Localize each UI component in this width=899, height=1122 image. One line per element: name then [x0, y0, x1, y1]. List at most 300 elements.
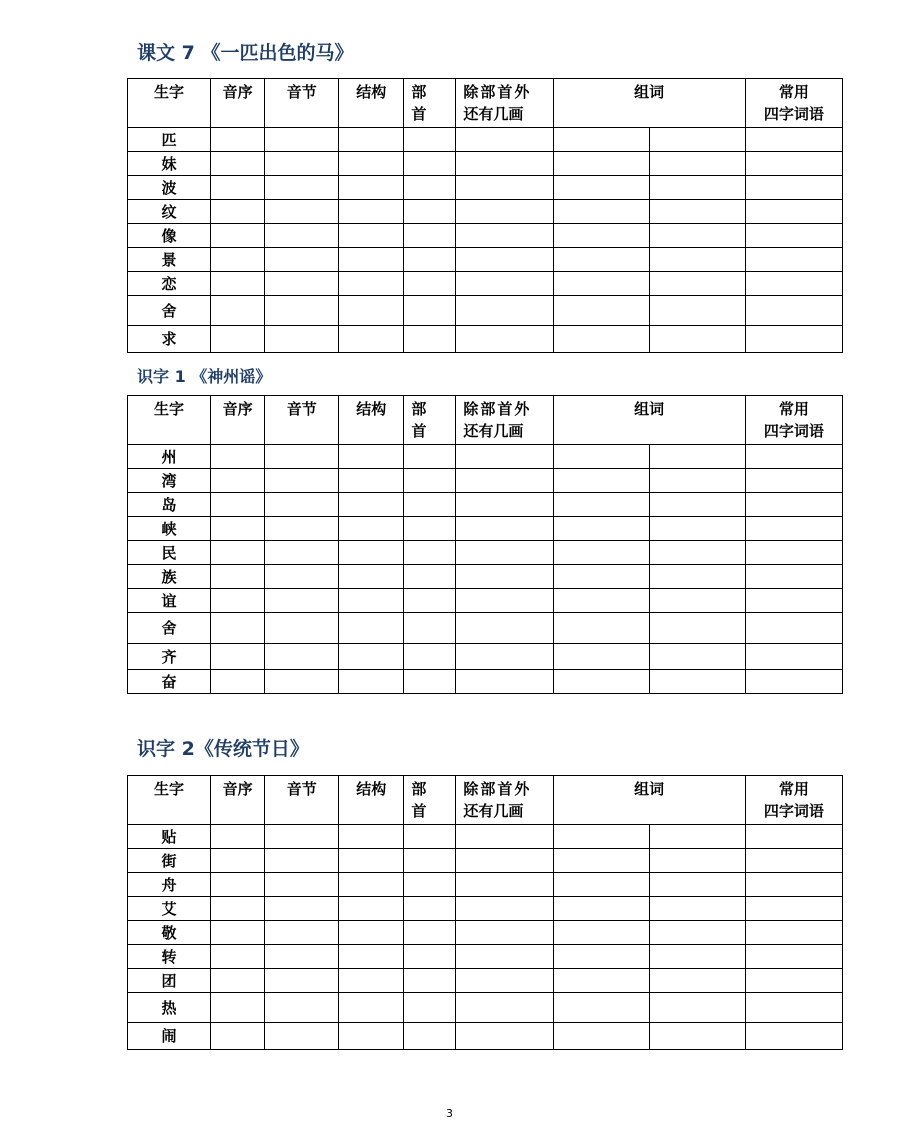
cell-word-2[interactable]	[649, 670, 745, 694]
header-radical-line1: 部	[411, 83, 427, 101]
cell-order[interactable]	[211, 969, 265, 993]
cell-syllable[interactable]	[265, 589, 339, 613]
cell-word-1[interactable]	[553, 224, 649, 248]
cell-idiom[interactable]	[745, 644, 842, 670]
cell-strokes[interactable]	[456, 541, 553, 565]
cell-structure[interactable]	[339, 326, 404, 353]
cell-word-1[interactable]	[553, 176, 649, 200]
cell-order[interactable]	[211, 670, 265, 694]
cell-radical[interactable]	[404, 613, 456, 644]
cell-order[interactable]	[211, 1023, 265, 1050]
cell-word-2[interactable]	[649, 272, 745, 296]
cell-strokes[interactable]	[456, 613, 553, 644]
header-syllable: 音节	[265, 396, 339, 445]
cell-idiom[interactable]	[745, 517, 842, 541]
cell-structure[interactable]	[339, 200, 404, 224]
cell-idiom[interactable]	[745, 200, 842, 224]
cell-strokes[interactable]	[456, 670, 553, 694]
cell-syllable[interactable]	[265, 565, 339, 589]
cell-idiom[interactable]	[745, 445, 842, 469]
cell-syllable[interactable]	[265, 644, 339, 670]
cell-radical[interactable]	[404, 921, 456, 945]
cell-strokes[interactable]	[456, 272, 553, 296]
cell-order[interactable]	[211, 176, 265, 200]
cell-structure[interactable]	[339, 613, 404, 644]
cell-radical[interactable]	[404, 326, 456, 353]
cell-idiom[interactable]	[745, 128, 842, 152]
cell-radical[interactable]	[404, 873, 456, 897]
cell-word-2[interactable]	[649, 897, 745, 921]
header-radical-line2: 首	[411, 105, 427, 123]
cell-structure[interactable]	[339, 445, 404, 469]
cell-order[interactable]	[211, 224, 265, 248]
cell-word-2[interactable]	[649, 921, 745, 945]
cell-word-1[interactable]	[553, 945, 649, 969]
cell-word-2[interactable]	[649, 296, 745, 326]
header-strokes-line1: 除部首外	[463, 780, 532, 798]
header-words: 组词	[553, 776, 745, 825]
char-cell: 贴	[128, 825, 211, 849]
cell-idiom[interactable]	[745, 469, 842, 493]
cell-word-1[interactable]	[553, 272, 649, 296]
cell-word-1[interactable]	[553, 152, 649, 176]
cell-syllable[interactable]	[265, 873, 339, 897]
cell-structure[interactable]	[339, 873, 404, 897]
cell-order[interactable]	[211, 565, 265, 589]
cell-structure[interactable]	[339, 224, 404, 248]
header-radical-line1: 部	[411, 780, 427, 798]
cell-word-1[interactable]	[553, 128, 649, 152]
cell-word-1[interactable]	[553, 248, 649, 272]
cell-radical[interactable]	[404, 296, 456, 326]
cell-syllable[interactable]	[265, 176, 339, 200]
cell-word-2[interactable]	[649, 565, 745, 589]
cell-word-2[interactable]	[649, 541, 745, 565]
cell-radical[interactable]	[404, 176, 456, 200]
cell-syllable[interactable]	[265, 849, 339, 873]
header-radical-line2: 首	[411, 422, 427, 440]
table-row	[128, 541, 843, 565]
table-row	[128, 993, 843, 1023]
cell-order[interactable]	[211, 128, 265, 152]
cell-idiom[interactable]	[745, 272, 842, 296]
cell-word-2[interactable]	[649, 200, 745, 224]
cell-structure[interactable]	[339, 969, 404, 993]
cell-strokes[interactable]	[456, 517, 553, 541]
cell-radical[interactable]	[404, 849, 456, 873]
cell-syllable[interactable]	[265, 272, 339, 296]
cell-order[interactable]	[211, 200, 265, 224]
cell-word-2[interactable]	[649, 517, 745, 541]
cell-idiom[interactable]	[745, 849, 842, 873]
header-order: 音序	[211, 79, 265, 128]
char-cell: 舟	[128, 873, 211, 897]
char-cell: 湾	[128, 469, 211, 493]
cell-strokes[interactable]	[456, 873, 553, 897]
header-idioms-line2: 四字词语	[763, 802, 824, 820]
cell-radical[interactable]	[404, 272, 456, 296]
cell-order[interactable]	[211, 993, 265, 1023]
cell-word-1[interactable]	[553, 493, 649, 517]
cell-syllable[interactable]	[265, 200, 339, 224]
char-cell: 敬	[128, 921, 211, 945]
cell-word-2[interactable]	[649, 825, 745, 849]
cell-syllable[interactable]	[265, 993, 339, 1023]
header-words: 组词	[553, 396, 745, 445]
cell-idiom[interactable]	[745, 993, 842, 1023]
table-row	[128, 670, 843, 694]
cell-idiom[interactable]	[745, 493, 842, 517]
cell-idiom[interactable]	[745, 1023, 842, 1050]
cell-structure[interactable]	[339, 565, 404, 589]
cell-word-1[interactable]	[553, 921, 649, 945]
table-row	[128, 445, 843, 469]
cell-syllable[interactable]	[265, 493, 339, 517]
char-cell: 州	[128, 445, 211, 469]
cell-word-1[interactable]	[553, 200, 649, 224]
cell-radical[interactable]	[404, 1023, 456, 1050]
cell-word-2[interactable]	[649, 849, 745, 873]
cell-idiom[interactable]	[745, 248, 842, 272]
cell-idiom[interactable]	[745, 613, 842, 644]
char-cell: 转	[128, 945, 211, 969]
cell-order[interactable]	[211, 326, 265, 353]
char-cell: 奋	[128, 670, 211, 694]
cell-radical[interactable]	[404, 517, 456, 541]
char-cell: 景	[128, 248, 211, 272]
char-cell: 热	[128, 993, 211, 1023]
section-title: 识字 1 《神州谣》	[137, 367, 272, 386]
cell-order[interactable]	[211, 921, 265, 945]
char-cell: 齐	[128, 644, 211, 670]
cell-strokes[interactable]	[456, 296, 553, 326]
cell-idiom[interactable]	[745, 296, 842, 326]
cell-idiom[interactable]	[745, 969, 842, 993]
header-idioms-line1: 常用	[778, 780, 809, 798]
cell-structure[interactable]	[339, 541, 404, 565]
header-char: 生字	[128, 776, 211, 825]
cell-word-2[interactable]	[649, 469, 745, 493]
table-row	[128, 849, 843, 873]
cell-word-2[interactable]	[649, 644, 745, 670]
cell-radical[interactable]	[404, 565, 456, 589]
cell-radical[interactable]	[404, 644, 456, 670]
cell-strokes[interactable]	[456, 825, 553, 849]
cell-strokes[interactable]	[456, 969, 553, 993]
cell-radical[interactable]	[404, 152, 456, 176]
header-idioms	[745, 776, 842, 825]
cell-radical[interactable]	[404, 493, 456, 517]
cell-radical[interactable]	[404, 541, 456, 565]
cell-word-1[interactable]	[553, 517, 649, 541]
cell-word-1[interactable]	[553, 1023, 649, 1050]
cell-order[interactable]	[211, 248, 265, 272]
cell-order[interactable]	[211, 613, 265, 644]
cell-syllable[interactable]	[265, 152, 339, 176]
header-strokes-line1: 除部首外	[463, 83, 532, 101]
cell-idiom[interactable]	[745, 541, 842, 565]
table-row	[128, 326, 843, 353]
cell-syllable[interactable]	[265, 248, 339, 272]
cell-syllable[interactable]	[265, 613, 339, 644]
cell-structure[interactable]	[339, 644, 404, 670]
table-row	[128, 897, 843, 921]
cell-strokes[interactable]	[456, 644, 553, 670]
cell-idiom[interactable]	[745, 589, 842, 613]
cell-idiom[interactable]	[745, 565, 842, 589]
cell-order[interactable]	[211, 644, 265, 670]
char-cell: 波	[128, 176, 211, 200]
char-cell: 妹	[128, 152, 211, 176]
cell-idiom[interactable]	[745, 825, 842, 849]
cell-order[interactable]	[211, 517, 265, 541]
cell-strokes[interactable]	[456, 897, 553, 921]
cell-word-1[interactable]	[553, 873, 649, 897]
table-row	[128, 296, 843, 326]
cell-order[interactable]	[211, 897, 265, 921]
header-strokes	[456, 776, 553, 825]
table-row	[128, 200, 843, 224]
cell-structure[interactable]	[339, 493, 404, 517]
header-char: 生字	[128, 79, 211, 128]
cell-structure[interactable]	[339, 248, 404, 272]
char-cell: 族	[128, 565, 211, 589]
char-cell: 像	[128, 224, 211, 248]
cell-syllable[interactable]	[265, 670, 339, 694]
cell-structure[interactable]	[339, 176, 404, 200]
cell-structure[interactable]	[339, 469, 404, 493]
table-row	[128, 128, 843, 152]
cell-order[interactable]	[211, 945, 265, 969]
cell-word-2[interactable]	[649, 613, 745, 644]
table-row	[128, 176, 843, 200]
cell-syllable[interactable]	[265, 224, 339, 248]
cell-structure[interactable]	[339, 945, 404, 969]
cell-idiom[interactable]	[745, 224, 842, 248]
cell-strokes[interactable]	[456, 326, 553, 353]
cell-word-2[interactable]	[649, 326, 745, 353]
cell-strokes[interactable]	[456, 152, 553, 176]
cell-strokes[interactable]	[456, 224, 553, 248]
header-idioms-line1: 常用	[778, 400, 809, 418]
header-syllable: 音节	[265, 776, 339, 825]
cell-syllable[interactable]	[265, 326, 339, 353]
cell-word-1[interactable]	[553, 825, 649, 849]
cell-word-2[interactable]	[649, 589, 745, 613]
header-strokes-line2: 还有几画	[463, 802, 524, 820]
cell-word-2[interactable]	[649, 224, 745, 248]
cell-order[interactable]	[211, 445, 265, 469]
cell-structure[interactable]	[339, 128, 404, 152]
cell-syllable[interactable]	[265, 445, 339, 469]
table-row	[128, 589, 843, 613]
cell-word-1[interactable]	[553, 589, 649, 613]
cell-word-2[interactable]	[649, 1023, 745, 1050]
cell-word-2[interactable]	[649, 248, 745, 272]
cell-order[interactable]	[211, 589, 265, 613]
cell-idiom[interactable]	[745, 945, 842, 969]
cell-idiom[interactable]	[745, 176, 842, 200]
cell-strokes[interactable]	[456, 945, 553, 969]
cell-structure[interactable]	[339, 152, 404, 176]
table-row	[128, 644, 843, 670]
char-cell: 闹	[128, 1023, 211, 1050]
cell-word-1[interactable]	[553, 969, 649, 993]
cell-structure[interactable]	[339, 272, 404, 296]
cell-structure[interactable]	[339, 897, 404, 921]
char-cell: 峡	[128, 517, 211, 541]
cell-structure[interactable]	[339, 825, 404, 849]
table-row	[128, 469, 843, 493]
cell-word-1[interactable]	[553, 469, 649, 493]
cell-syllable[interactable]	[265, 469, 339, 493]
cell-syllable[interactable]	[265, 296, 339, 326]
header-radical	[404, 79, 456, 128]
cell-word-1[interactable]	[553, 445, 649, 469]
cell-order[interactable]	[211, 541, 265, 565]
cell-word-2[interactable]	[649, 128, 745, 152]
header-idioms	[745, 79, 842, 128]
cell-order[interactable]	[211, 152, 265, 176]
cell-radical[interactable]	[404, 200, 456, 224]
cell-order[interactable]	[211, 469, 265, 493]
cell-word-1[interactable]	[553, 644, 649, 670]
cell-order[interactable]	[211, 825, 265, 849]
cell-radical[interactable]	[404, 825, 456, 849]
cell-syllable[interactable]	[265, 541, 339, 565]
cell-strokes[interactable]	[456, 200, 553, 224]
cell-syllable[interactable]	[265, 921, 339, 945]
header-idioms	[745, 396, 842, 445]
table-row	[128, 825, 843, 849]
cell-radical[interactable]	[404, 969, 456, 993]
cell-idiom[interactable]	[745, 152, 842, 176]
cell-structure[interactable]	[339, 589, 404, 613]
char-cell: 匹	[128, 128, 211, 152]
cell-radical[interactable]	[404, 945, 456, 969]
char-cell: 艾	[128, 897, 211, 921]
cell-strokes[interactable]	[456, 176, 553, 200]
cell-syllable[interactable]	[265, 825, 339, 849]
cell-order[interactable]	[211, 849, 265, 873]
cell-word-2[interactable]	[649, 445, 745, 469]
cell-word-2[interactable]	[649, 493, 745, 517]
cell-syllable[interactable]	[265, 969, 339, 993]
table-row	[128, 517, 843, 541]
cell-strokes[interactable]	[456, 248, 553, 272]
cell-strokes[interactable]	[456, 589, 553, 613]
cell-syllable[interactable]	[265, 1023, 339, 1050]
char-cell: 恋	[128, 272, 211, 296]
cell-structure[interactable]	[339, 517, 404, 541]
table-row	[128, 565, 843, 589]
cell-syllable[interactable]	[265, 945, 339, 969]
cell-radical[interactable]	[404, 248, 456, 272]
char-cell: 团	[128, 969, 211, 993]
cell-order[interactable]	[211, 873, 265, 897]
header-order: 音序	[211, 776, 265, 825]
header-radical	[404, 776, 456, 825]
cell-structure[interactable]	[339, 1023, 404, 1050]
cell-syllable[interactable]	[265, 897, 339, 921]
cell-word-2[interactable]	[649, 945, 745, 969]
cell-radical[interactable]	[404, 897, 456, 921]
cell-word-1[interactable]	[553, 613, 649, 644]
section-title: 识字 2《传统节日》	[137, 738, 309, 760]
cell-radical[interactable]	[404, 445, 456, 469]
cell-strokes[interactable]	[456, 493, 553, 517]
cell-idiom[interactable]	[745, 897, 842, 921]
cell-order[interactable]	[211, 493, 265, 517]
cell-strokes[interactable]	[456, 445, 553, 469]
cell-word-1[interactable]	[553, 296, 649, 326]
table-row	[128, 152, 843, 176]
cell-strokes[interactable]	[456, 469, 553, 493]
cell-order[interactable]	[211, 296, 265, 326]
cell-radical[interactable]	[404, 670, 456, 694]
cell-radical[interactable]	[404, 993, 456, 1023]
cell-syllable[interactable]	[265, 517, 339, 541]
cell-strokes[interactable]	[456, 849, 553, 873]
cell-idiom[interactable]	[745, 921, 842, 945]
cell-structure[interactable]	[339, 296, 404, 326]
cell-strokes[interactable]	[456, 128, 553, 152]
cell-structure[interactable]	[339, 670, 404, 694]
cell-strokes[interactable]	[456, 921, 553, 945]
cell-strokes[interactable]	[456, 993, 553, 1023]
cell-word-2[interactable]	[649, 176, 745, 200]
table-row	[128, 613, 843, 644]
cell-word-2[interactable]	[649, 873, 745, 897]
cell-structure[interactable]	[339, 993, 404, 1023]
header-order: 音序	[211, 396, 265, 445]
cell-idiom[interactable]	[745, 873, 842, 897]
cell-order[interactable]	[211, 272, 265, 296]
header-row	[128, 79, 843, 128]
worksheet-table	[127, 775, 843, 1050]
cell-word-1[interactable]	[553, 993, 649, 1023]
cell-word-1[interactable]	[553, 541, 649, 565]
cell-word-2[interactable]	[649, 152, 745, 176]
cell-word-1[interactable]	[553, 326, 649, 353]
cell-structure[interactable]	[339, 921, 404, 945]
cell-word-2[interactable]	[649, 969, 745, 993]
header-structure: 结构	[339, 79, 404, 128]
cell-word-2[interactable]	[649, 993, 745, 1023]
cell-idiom[interactable]	[745, 326, 842, 353]
header-strokes-line2: 还有几画	[463, 422, 524, 440]
header-char: 生字	[128, 396, 211, 445]
char-cell: 街	[128, 849, 211, 873]
cell-word-1[interactable]	[553, 897, 649, 921]
header-row	[128, 396, 843, 445]
cell-strokes[interactable]	[456, 1023, 553, 1050]
char-cell: 求	[128, 326, 211, 353]
cell-radical[interactable]	[404, 224, 456, 248]
cell-idiom[interactable]	[745, 670, 842, 694]
cell-word-1[interactable]	[553, 670, 649, 694]
cell-radical[interactable]	[404, 589, 456, 613]
cell-word-1[interactable]	[553, 565, 649, 589]
cell-radical[interactable]	[404, 469, 456, 493]
cell-structure[interactable]	[339, 849, 404, 873]
header-idioms-line2: 四字词语	[763, 105, 824, 123]
cell-radical[interactable]	[404, 128, 456, 152]
header-radical-line2: 首	[411, 802, 427, 820]
cell-syllable[interactable]	[265, 128, 339, 152]
cell-word-1[interactable]	[553, 849, 649, 873]
cell-strokes[interactable]	[456, 565, 553, 589]
